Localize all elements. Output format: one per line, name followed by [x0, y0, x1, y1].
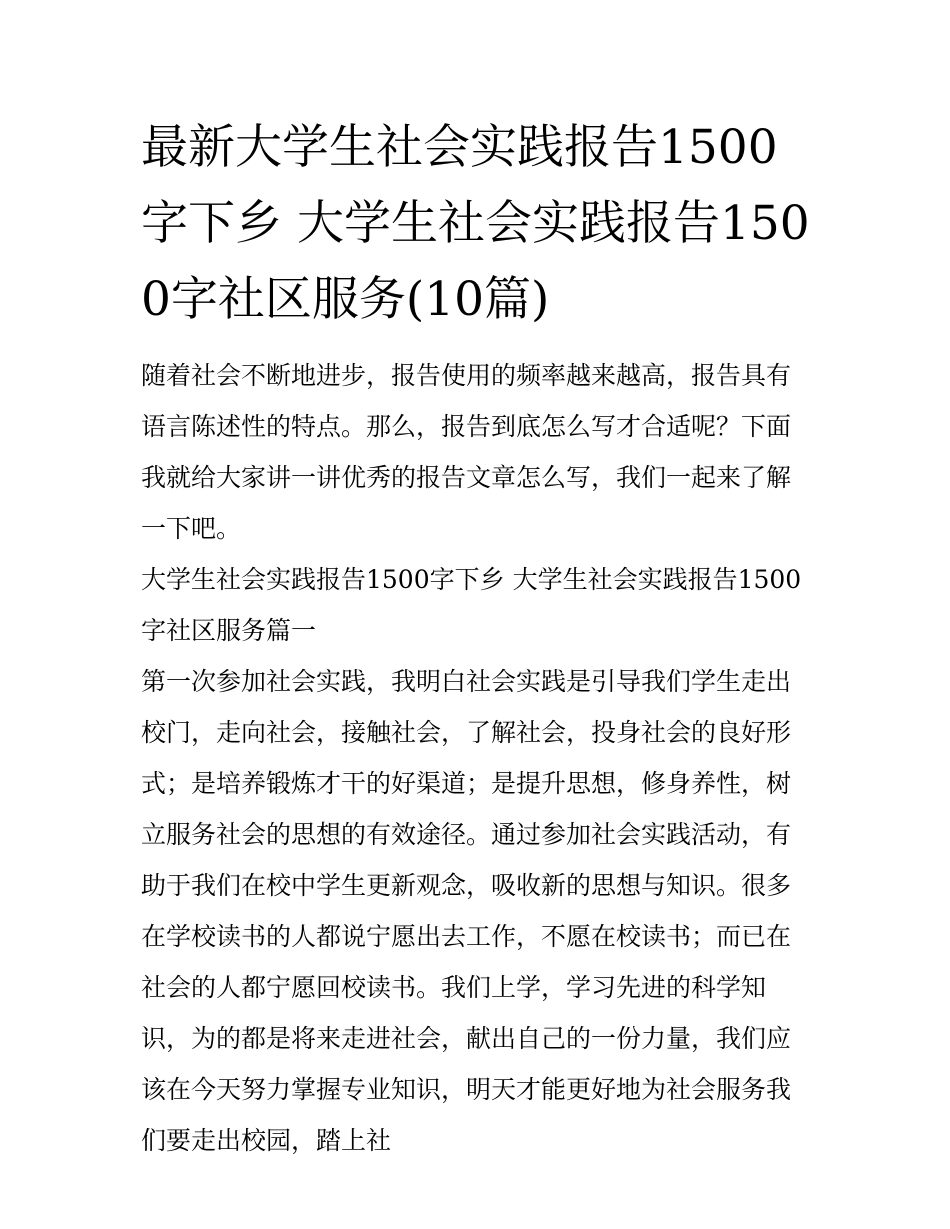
document-title: 最新大学生社会实践报告1500字下乡 大学生社会实践报告1500字社区服务(10篇) — [141, 120, 810, 327]
body-paragraph: 第一次参加社会实践，我明白社会实践是引导我们学生走出校门，走向社会，接触社会，了解社会，投身社会的良好形式；是培养锻炼才干的好渠道；是提升思想，修身养性，树立服务社会的思想的有效途径。通过参加社会实践活动，有助于我们在校中学生更新观念，吸收新的思想与知识。很多在学校读书的人都说宁愿出去工作，不愿在校读书；而已在社会的人都宁愿回校读书。我们上学，学习先进的科学知识，为的都是将来走进社会，献出自己的一份力量，我们应该在今天努力掌握专业知识，明天才能更好地为社会服务我们要走出校园，踏上社 — [141, 667, 792, 1155]
intro-paragraph: 随着社会不断地进步，报告使用的频率越来越高，报告具有语言陈述性的特点。那么，报告到底怎么写才合适呢？下面我就给大家讲一讲优秀的报告文章怎么写，我们一起来了解一下吧。 — [141, 361, 792, 543]
document-content — [141, 110, 813, 1166]
section-heading: 大学生社会实践报告1500字下乡 大学生社会实践报告1500字社区服务篇一 — [141, 565, 802, 645]
